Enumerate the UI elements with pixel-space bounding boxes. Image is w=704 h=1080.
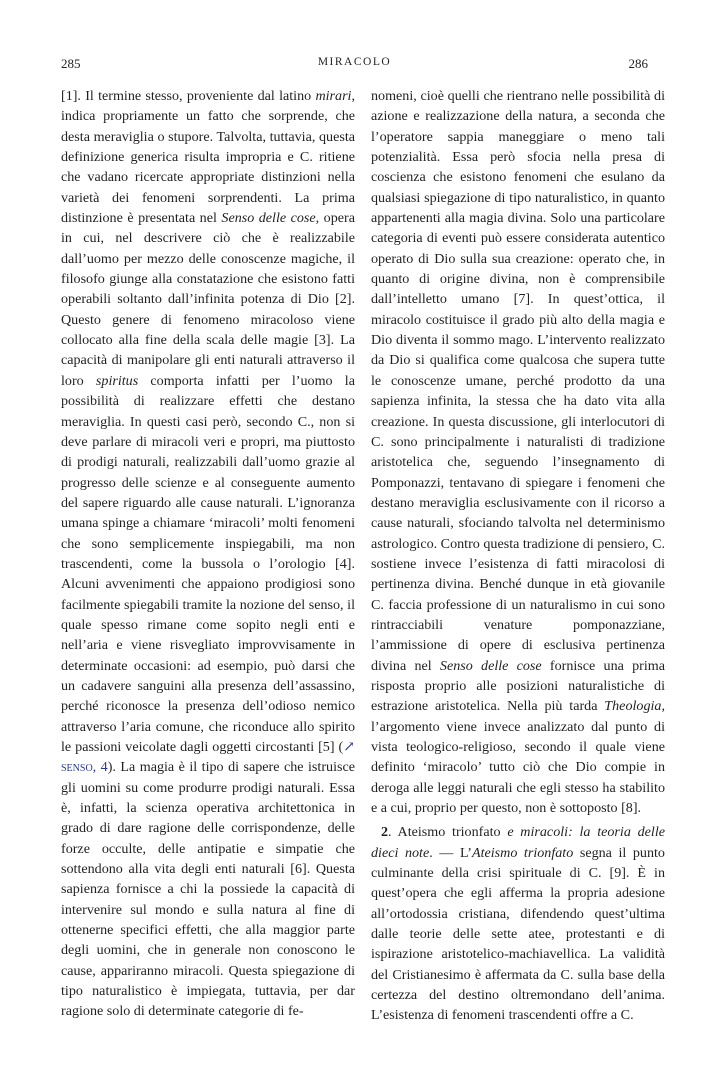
page-number-left: 285: [61, 56, 81, 71]
text-run: ). La magia è il tipo di sapere che istruisce gli uomini su come produrre prodigi naturali. Essa è, infatti, la scienza operativa architettonica in grado di dare ragione delle corrispondenze, delle forze occulte, delle antipatie e simpatie che sottendono alla vita degli enti naturali [6]. Questa sapienza fornisce a chi la possiede la capacità di intervenire sul mondo e sulla natura al fine di ottenerne specifici effetti, che alla maggior parte degli uomini, che in generale non conoscono le cause, appariranno miracoli. Questa spiegazione di tipo naturalistico è impiegata, tuttavia, per dar ragione solo di determinate categorie di fe-: [61, 759, 355, 1020]
cross-reference-link[interactable]: ↗ senso, 4: [61, 739, 355, 776]
text-run: , opera in cui, nel descrivere ciò che è realizzabile dall’uomo per mezzo delle conoscenze magiche, il filosofo giunge alla constatazione che esistono fatti operabili soltanto dall’infinita potenza di Dio [2]. Questo genere di fenomeno miracoloso viene collocato alla fine della scala delle magie [3]. La capacità di manipolare gli enti naturali attraverso il loro: [61, 210, 355, 389]
text-run: , indica propriamente un fatto che sorprende, che desta meraviglia o stupore. Talvolta, tuttavia, questa definizione generica risulta impropria e C. ritiene che vadano ricercate appropriate distinzioni nella varietà dei fenomeni sorprendenti. La prima distinzione è presentata nel: [61, 88, 355, 227]
section-heading-text: . Ateismo trionfato: [388, 824, 508, 841]
running-head: [61, 56, 648, 76]
text-run: [1]. Il termine stesso, proveniente dal latino: [61, 88, 316, 104]
text-column-left: [61, 86, 355, 1022]
text-run: segna il punto culminante della crisi spirituale di C. [9]. È in quest’opera che egli afferma la propria adesione all’ortodossia cristiana, difendendo quest’ultima dalle teorie delle sette atee, protestanti e di ispirazione aristotelico-machiavellica. La validità del Cristianesimo è affermata da C. sulla base della certezza del destino oltremondano dell’anima. L’esistenza di fenomeni trascendenti offre a C.: [371, 844, 665, 1024]
running-title: MIRACOLO: [317, 56, 392, 68]
italic-title: Senso delle cose: [221, 210, 316, 227]
page-number-right: 286: [628, 56, 648, 71]
italic-title: Senso delle cose: [439, 657, 542, 674]
italic-term: mirari: [315, 88, 352, 104]
text-run: fornisce una prima risposta proprio alle posizioni naturalistiche di estrazione aristotelica. Nella più tarda: [371, 657, 665, 715]
text-run: . — L’: [429, 844, 472, 861]
italic-title: Theologia: [604, 698, 662, 715]
text-run: comporta infatti per l’uomo la possibilità di realizzare effetti che destano meraviglia. In questi casi però, secondo C., non si deve parlare di miracoli veri e propri, ma piuttosto di prodigi naturali, realizzabili dall’uomo grazie al progresso delle scienze e al conseguente aumento del sapere riguardo alle cause naturali. L’ignoranza umana spinge a chiamare ‘miracoli’ molti fenomeni che sono semplicemente inspiegabili, ma non trascendenti, come la bussola o l’orologio [4]. Alcuni avvenimenti che appaiono prodigiosi sono facilmente spiegabili tramite la nozione del senso, il quale spesso rimane come sopito negli enti e nell’aria e viene risvegliato improvvisamente in determinate occasioni: ad esempio, può darsi che un cadavere sanguini alla presenza dell’assassino, perché riconosce la presenza dell’odioso nemico attraverso l’aria comune, che riconduce allo spirito le passioni veicolate dagli oggetti circostanti [5] (: [61, 372, 355, 755]
text-run: , l’argomento viene invece analizzato dal punto di vista teologico-religioso, secondo il quale viene definito ‘miracolo’ tutto ciò che Dio compie in deroga alle leggi naturali che egli stesso ha stabilito e a cui, proprio per questo, non è sottoposto [8].: [371, 698, 665, 817]
italic-title: Ateismo trionfato: [471, 844, 574, 861]
section-heading-italic: e miracoli: la teoria delle dieci note: [371, 824, 665, 861]
italic-term: spiritus: [95, 372, 139, 389]
section-number: 2: [381, 824, 389, 841]
paragraph: [61, 86, 355, 1022]
paragraph: [371, 86, 665, 818]
text-run: nomeni, cioè quelli che rientrano nelle possibilità di azione e realizzazione della natura, a seconda che l’operatore sappia maneggiare o meno tali potenzialità. Essa però sfocia nella presa di coscienza che esistono fenomeni che esulano da qualsiasi spiegazione di tipo naturalistico, in quanto appartenenti alla magia divina. Solo una particolare categoria di eventi può essere considerata autentico operato di Dio sulla sua creazione: operato che, in quanto di origine divina, non è comprensibile dall’intelletto umano [7]. In quest’ottica, il miracolo costituisce il grado più alto della magia e Dio diventa il sommo mago. L’intervento realizzato da Dio si qualifica come qualcosa che supera tutte le conoscenze umane, perché prodotto da una sapienza infinita, la stessa che ha dato vita alla creazione. In questa discussione, gli interlocutori di C. sono principalmente i naturalisti di tradizione aristotelica che, seguendo l’insegnamento di Pomponazzi, tentavano di spiegare i fenomeni che destano meraviglia esclusivamente con il ricorso a cause naturali, sfociando talvolta nel determinismo astrologico. Contro questa tradizione di pensiero, C. sostiene invece l’esistenza di fatti miracolosi di pertinenza divina. Benché dunque in età giovanile C. faccia professione di un naturalismo in cui sono rintracciabili venature pomponazziane, l’ammissione di opere di esclusiva pertinenza divina nel: [371, 88, 665, 674]
section-paragraph: [371, 822, 665, 1025]
text-column-right: [371, 86, 665, 1026]
